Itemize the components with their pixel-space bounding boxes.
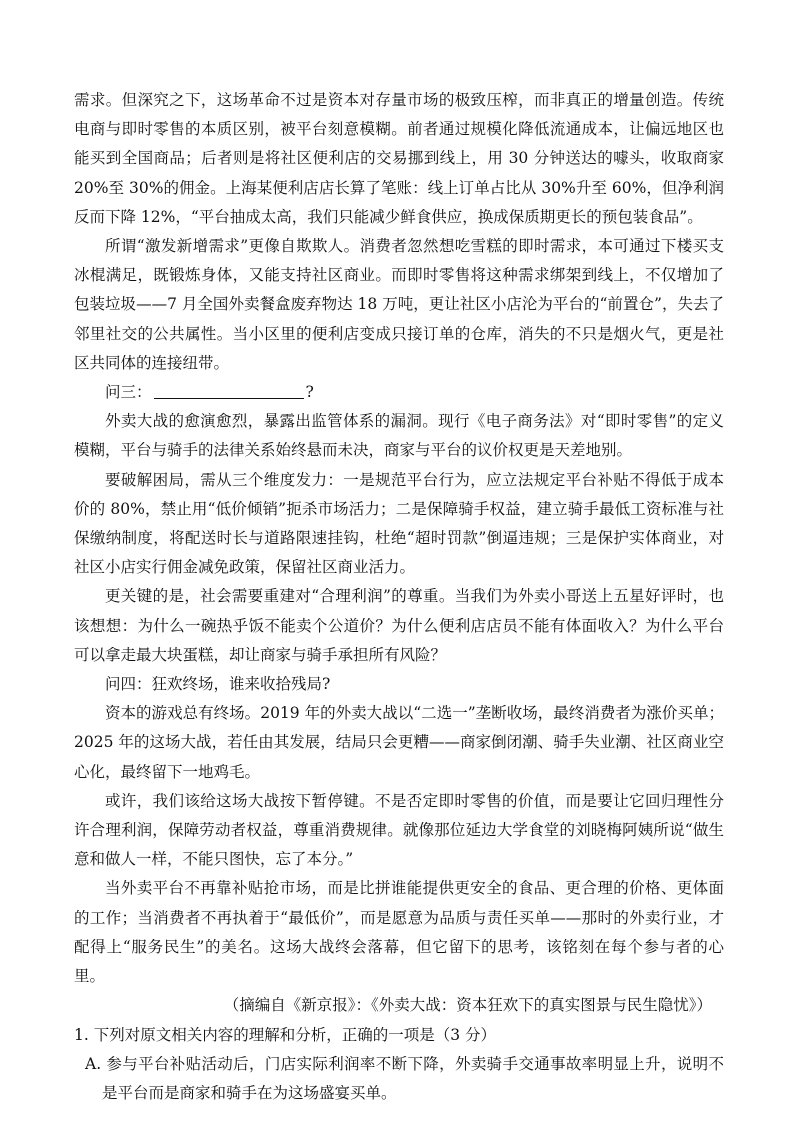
- article-body: [74, 86, 724, 1108]
- paragraph: 要破解困局，需从三个维度发力：一是规范平台行为，应立法规定平台补贴不得低于成本价的 80%，禁止用“低价倾销”扼杀市场活力；二是保障骑手权益，建立骑手最低工资标准与社保缴纳制度，将配送时长与道路限速挂钩，杜绝“超时罚款”倒逼违规；三是保护实体商业，对社区小店实行佣金减免政策，保留社区商业活力。: [74, 470, 724, 577]
- question-three-suffix: ?: [305, 383, 314, 402]
- paragraph: 外卖大战的愈演愈烈，暴露出监管体系的漏洞。现行《电子商务法》对“即时零售”的定义模糊，平台与骑手的法律关系始终悬而未决，商家与平台的议价权更是天差地别。: [74, 412, 724, 460]
- paragraph: 资本的游戏总有终场。2019 年的外卖大战以“二选一”垄断收场，最终消费者为涨价买单；2025 年的这场大战，若任由其发展，结局只会更糟——商家倒闭潮、骑手失业潮、社区商业空心化，最终留下一地鸡毛。: [74, 704, 724, 781]
- question-three-label: 问三：: [105, 383, 152, 402]
- question-four: 问四：狂欢终场，谁来收拾残局?: [105, 675, 331, 694]
- paragraph: 所谓“激发新增需求”更像自欺欺人。消费者忽然想吃雪糕的即时需求，本可通过下楼买支冰棍满足，既锻炼身体，又能支持社区商业。而即时零售将这种需求绑架到线上，不仅增加了包装垃圾——7 月全国外卖餐盒废弃物达 18 万吨，更让社区小店沦为平台的“前置仓”，失去了邻里社交的公共属性。当小区里的便利店变成只接订单的仓库，消失的不只是烟火气，更是社区共同体的连接纽带。: [74, 237, 724, 372]
- answer-blank: [154, 380, 304, 399]
- paragraph-continued: 需求。但深究之下，这场革命不过是资本对存量市场的极致压榨，而非真正的增量创造。传统电商与即时零售的本质区别，被平台刻意模糊。前者通过规模化降低流通成本，让偏远地区也能买到全国商品；后者则是将社区便利店的交易挪到线上，用 30 分钟送达的噱头，收取商家 20%至 30%的佣金。上海某便利店店长算了笔账：线上订单占比从 30%升至 60%，但净利润反而下降 12%，“平台抽成太高，我们只能减少鲜食供应，换成保质期更长的预包装食品”。: [74, 91, 724, 226]
- paragraph: 当外卖平台不再靠补贴抢市场，而是比拼谁能提供更安全的食品、更合理的价格、更体面的工作；当消费者不再执着于“最低价”，而是愿意为品质与责任买单——那时的外卖行业，才配得上“服务民生”的美名。这场大战终会落幕，但它留下的思考，该铭刻在每个参与者的心里。: [74, 879, 724, 986]
- source-citation: （摘编自《新京报》：《外卖大战：资本狂欢下的真实图景与民生隐忧》）: [223, 996, 712, 1015]
- question-three: [74, 378, 724, 407]
- option-a: A. 参与平台补贴活动后，门店实际利润率不断下降，外卖骑手交通事故率明显上升，说明不是平台而是商家和骑手在为这场盛宴买单。: [85, 1054, 724, 1102]
- paragraph: 或许，我们该给这场大战按下暂停键。不是否定即时零售的价值，而是要让它回归理性分许合理利润，保障劳动者权益，尊重消费规律。就像那位延边大学食堂的刘晓梅阿姨所说“做生意和做人一样，不能只图快，忘了本分。”: [74, 791, 724, 869]
- paragraph: 更关键的是，社会需要重建对“合理利润”的尊重。当我们为外卖小哥送上五星好评时，也该想想：为什么一碗热乎饭不能卖个公道价？为什么便利店店员不能有体面收入？为什么平台可以拿走最大块蛋糕，却让商家与骑手承担所有风险？: [74, 587, 724, 664]
- question-one: 1. 下列对原文相关内容的理解和分析，正确的一项是（3 分）: [74, 1025, 497, 1044]
